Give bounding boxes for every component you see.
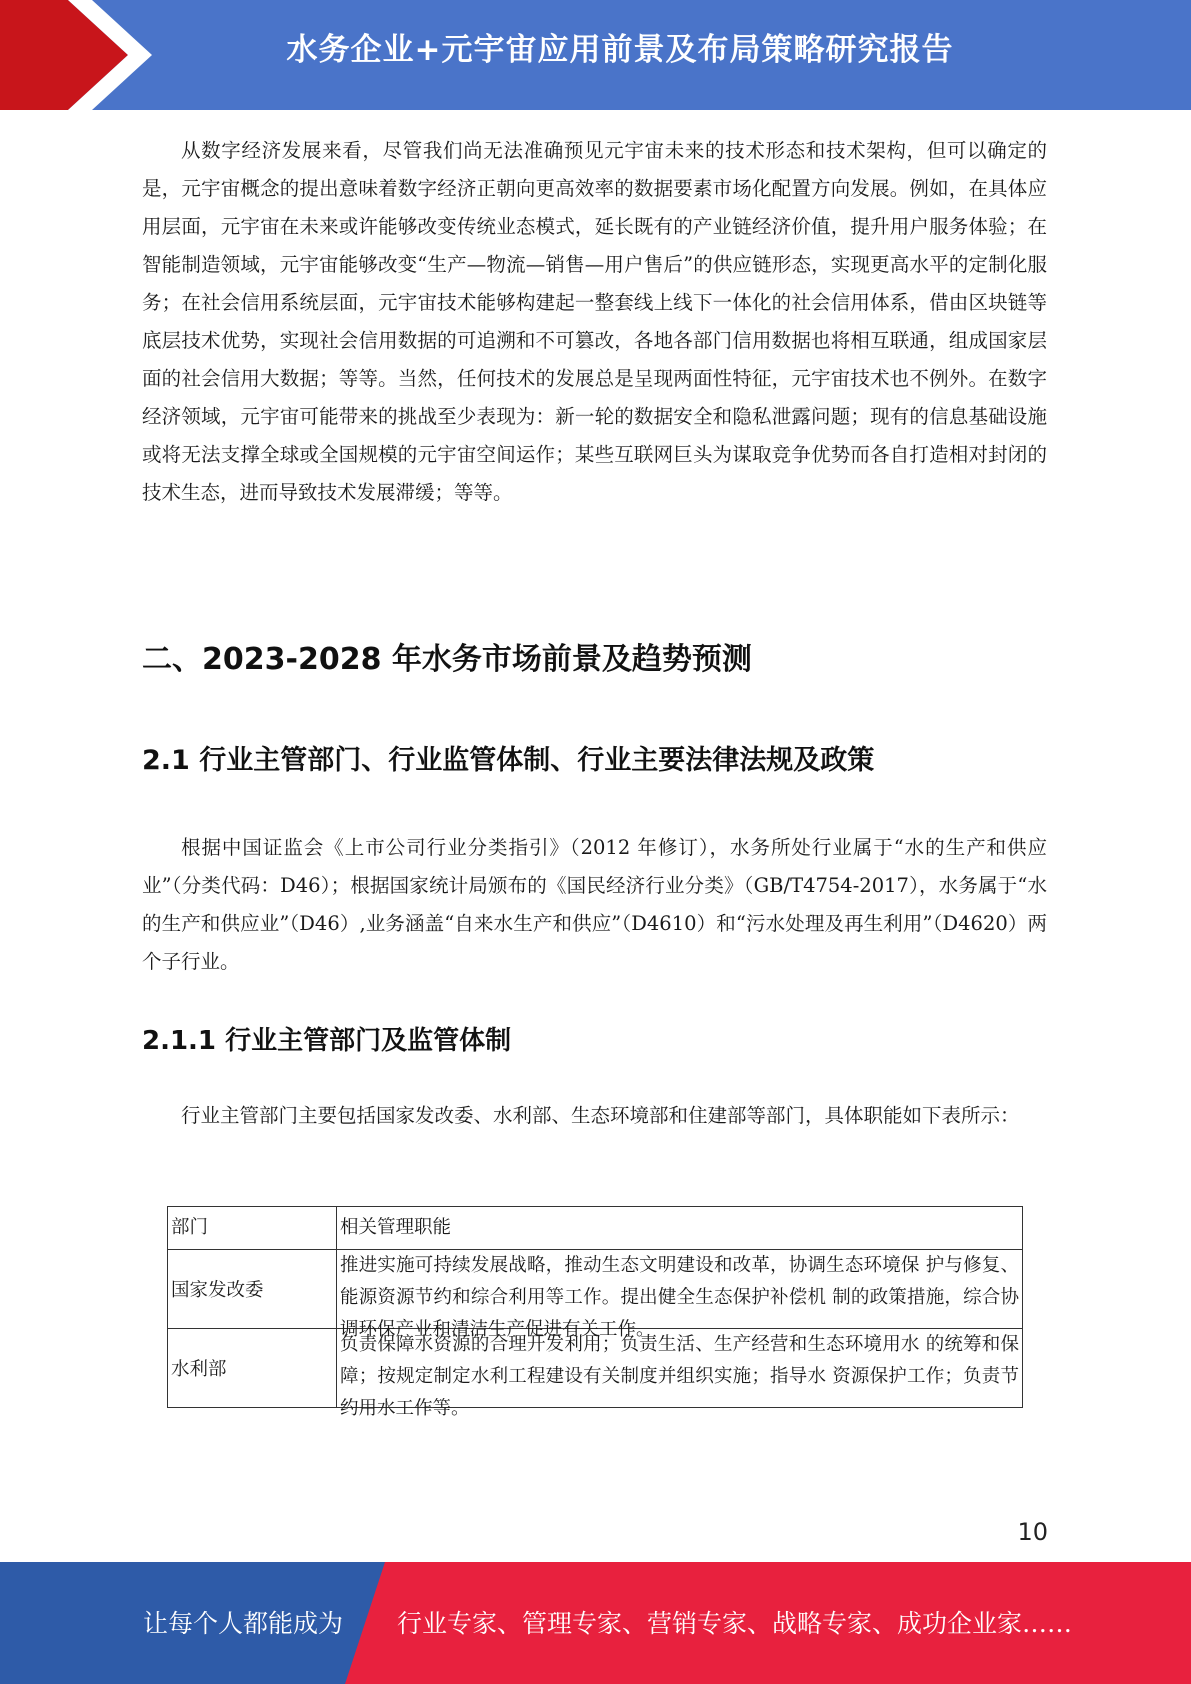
table-cell-department: 国家发改委 xyxy=(168,1250,337,1329)
intro-paragraph: 从数字经济发展来看，尽管我们尚无法准确预见元宇宙未来的技术形态和技术架构，但可以确定的是，元宇宙概念的提出意味着数字经济正朝向更高效率的数据要素市场化配置方向发展。例如，在具体应用层面，元宇宙在未来或许能够改变传统业态模式，延长既有的产业链经济价值，提升用户服务体验；在智能制造领域，元宇宙能够改变“生产—物流—销售—用户售后”的供应链形态，实现更高水平的定制化服务；在社会信用系统层面，元宇宙技术能够构建起一整套线上线下一体化的社会信用体系，借由区块链等底层技术优势，实现社会信用数据的可追溯和不可篡改，各地各部门信用数据也将相互联通，组成国家层面的社会信用大数据；等等。当然，任何技术的发展总是呈现两面性特征，元宇宙技术也不例外。在数字经济领域，元宇宙可能带来的挑战至少表现为：新一轮的数据安全和隐私泄露问题；现有的信息基础设施或将无法支撑全球或全国规模的元宇宙空间运作；某些互联网巨头为谋取竞争优势而各自打造相对封闭的技术生态，进而导致技术发展滞缓；等等。 xyxy=(142,139,1047,504)
section-heading: 二、2023-2028 年水务市场前景及趋势预测 xyxy=(142,642,752,677)
table-header-department: 部门 xyxy=(168,1207,337,1250)
page-number: 10 xyxy=(1017,1518,1048,1546)
table-cell-functions xyxy=(337,1329,1023,1419)
page-header xyxy=(0,0,1191,110)
page-footer xyxy=(0,1562,1191,1684)
table-cell-department: 水利部 xyxy=(168,1329,337,1408)
departments-paragraph: 行业主管部门主要包括国家发改委、水利部、生态环境部和住建部等部门，具体职能如下表所示： xyxy=(181,1104,1020,1127)
table-cell-functions-text: 负责保障水资源的合理开发利用；负责生活、生产经营和生态环境用水 的统筹和保障；按规定制定水利工程建设有关制度并组织实施；指导水 资源保护工作；负责节约用水工作等。 xyxy=(340,1334,1019,1419)
table-row xyxy=(168,1329,1023,1408)
table-header-row xyxy=(168,1207,1023,1250)
subsection-heading: 2.1 行业主管部门、行业监管体制、行业主要法律法规及政策 xyxy=(142,745,875,776)
classification-paragraph: 根据中国证监会《上市公司行业分类指引》（2012 年修订），水务所处行业属于“水的生产和供应业”（分类代码：D46）；根据国家统计局颁布的《国民经济行业分类》（GB/T4754-2017），水务属于“水的生产和供应业”（D46）,业务涵盖“自来水生产和供应”（D4610）和“污水处理及再生利用”（D4620）两个子行业。 xyxy=(142,836,1047,973)
table-row xyxy=(168,1250,1023,1329)
table-header-functions: 相关管理职能 xyxy=(337,1207,1023,1250)
table-cell-functions xyxy=(337,1250,1023,1340)
department-functions-table xyxy=(167,1206,1023,1419)
subsubsection-heading: 2.1.1 行业主管部门及监管体制 xyxy=(142,1026,512,1056)
table-cell-functions-text: 推进实施可持续发展战略，推动生态文明建设和改革，协调生态环境保 护与修复、能源资源节约和综合利用等工作。提出健全生态保护补偿机 制的政策措施，综合协调环保产业和清洁生产促进有关工作。 xyxy=(340,1255,1019,1340)
footer-slogan-right: 行业专家、管理专家、营销专家、战略专家、成功企业家…… xyxy=(397,1609,1073,1638)
report-title: 水务企业+元宇宙应用前景及布局策略研究报告 xyxy=(286,32,954,68)
footer-slogan-left: 让每个人都能成为 xyxy=(143,1609,344,1638)
